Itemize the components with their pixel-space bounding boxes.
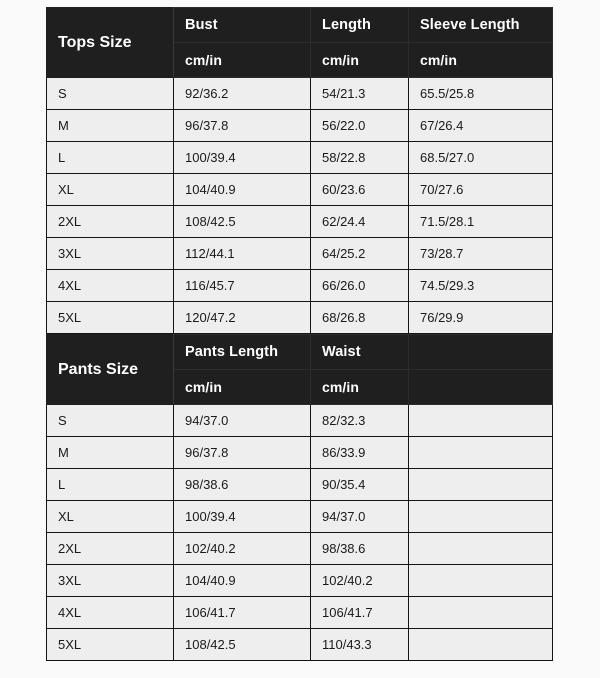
row-cell-pants-length: 104/40.9 xyxy=(174,565,311,597)
table-row xyxy=(47,597,553,629)
table-row xyxy=(47,302,553,334)
row-cell-pants-length: 108/42.5 xyxy=(174,629,311,661)
row-cell-pants-length: 100/39.4 xyxy=(174,501,311,533)
tops-header-row-title xyxy=(47,8,553,43)
row-cell-length: 58/22.8 xyxy=(311,142,409,174)
row-size-label: 2XL xyxy=(47,533,174,565)
row-cell-bust: 108/42.5 xyxy=(174,206,311,238)
row-cell-pants-length: 94/37.0 xyxy=(174,405,311,437)
table-row xyxy=(47,405,553,437)
row-cell-sleeve-length: 74.5/29.3 xyxy=(409,270,553,302)
row-cell-pants-length: 106/41.7 xyxy=(174,597,311,629)
row-cell-empty xyxy=(409,469,553,501)
row-cell-length: 68/26.8 xyxy=(311,302,409,334)
row-size-label: 5XL xyxy=(47,629,174,661)
row-size-label: 3XL xyxy=(47,238,174,270)
row-cell-empty xyxy=(409,629,553,661)
row-cell-waist: 90/35.4 xyxy=(311,469,409,501)
row-cell-waist: 98/38.6 xyxy=(311,533,409,565)
table-row xyxy=(47,533,553,565)
pants-column-header-pants-length: Pants Length xyxy=(174,335,311,370)
row-cell-bust: 96/37.8 xyxy=(174,110,311,142)
row-cell-sleeve-length: 68.5/27.0 xyxy=(409,142,553,174)
row-size-label: M xyxy=(47,437,174,469)
row-size-label: L xyxy=(47,142,174,174)
row-cell-empty xyxy=(409,501,553,533)
row-size-label: 3XL xyxy=(47,565,174,597)
row-size-label: S xyxy=(47,405,174,437)
row-cell-pants-length: 98/38.6 xyxy=(174,469,311,501)
row-cell-length: 62/24.4 xyxy=(311,206,409,238)
row-cell-sleeve-length: 76/29.9 xyxy=(409,302,553,334)
row-cell-sleeve-length: 65.5/25.8 xyxy=(409,78,553,110)
row-size-label: 2XL xyxy=(47,206,174,238)
pants-header-row-title xyxy=(47,335,553,370)
table-row xyxy=(47,629,553,661)
pants-unit-pants-length: cm/in xyxy=(174,370,311,405)
row-cell-length: 60/23.6 xyxy=(311,174,409,206)
row-cell-empty xyxy=(409,533,553,565)
tops-column-header-sleeve-length: Sleeve Length xyxy=(409,8,553,43)
row-cell-waist: 102/40.2 xyxy=(311,565,409,597)
pants-size-table xyxy=(46,334,553,661)
pants-corner-label: Pants Size xyxy=(47,335,174,405)
row-size-label: XL xyxy=(47,501,174,533)
row-cell-empty xyxy=(409,437,553,469)
tops-unit-sleeve-length: cm/in xyxy=(409,43,553,78)
row-cell-bust: 100/39.4 xyxy=(174,142,311,174)
table-row xyxy=(47,437,553,469)
row-cell-waist: 82/32.3 xyxy=(311,405,409,437)
pants-column-header-waist: Waist xyxy=(311,335,409,370)
table-row xyxy=(47,565,553,597)
table-row xyxy=(47,238,553,270)
table-row xyxy=(47,110,553,142)
row-cell-empty xyxy=(409,565,553,597)
row-cell-waist: 106/41.7 xyxy=(311,597,409,629)
row-cell-sleeve-length: 71.5/28.1 xyxy=(409,206,553,238)
row-cell-sleeve-length: 73/28.7 xyxy=(409,238,553,270)
row-cell-pants-length: 96/37.8 xyxy=(174,437,311,469)
size-chart xyxy=(46,7,552,661)
row-cell-waist: 110/43.3 xyxy=(311,629,409,661)
table-row xyxy=(47,469,553,501)
table-row xyxy=(47,174,553,206)
row-cell-length: 66/26.0 xyxy=(311,270,409,302)
row-size-label: XL xyxy=(47,174,174,206)
row-cell-waist: 86/33.9 xyxy=(311,437,409,469)
table-row xyxy=(47,142,553,174)
pants-unit-empty xyxy=(409,370,553,405)
row-cell-empty xyxy=(409,597,553,629)
tops-unit-length: cm/in xyxy=(311,43,409,78)
row-size-label: S xyxy=(47,78,174,110)
row-cell-sleeve-length: 67/26.4 xyxy=(409,110,553,142)
row-cell-waist: 94/37.0 xyxy=(311,501,409,533)
row-cell-empty xyxy=(409,405,553,437)
table-row xyxy=(47,501,553,533)
table-row xyxy=(47,206,553,238)
table-row xyxy=(47,78,553,110)
table-row xyxy=(47,270,553,302)
row-size-label: L xyxy=(47,469,174,501)
tops-column-header-bust: Bust xyxy=(174,8,311,43)
row-cell-bust: 116/45.7 xyxy=(174,270,311,302)
pants-unit-waist: cm/in xyxy=(311,370,409,405)
row-cell-bust: 112/44.1 xyxy=(174,238,311,270)
row-size-label: M xyxy=(47,110,174,142)
row-cell-length: 54/21.3 xyxy=(311,78,409,110)
tops-corner-label: Tops Size xyxy=(47,8,174,78)
row-cell-bust: 92/36.2 xyxy=(174,78,311,110)
row-cell-sleeve-length: 70/27.6 xyxy=(409,174,553,206)
row-size-label: 4XL xyxy=(47,597,174,629)
tops-column-header-length: Length xyxy=(311,8,409,43)
pants-column-header-empty xyxy=(409,335,553,370)
row-cell-length: 64/25.2 xyxy=(311,238,409,270)
row-size-label: 5XL xyxy=(47,302,174,334)
row-cell-pants-length: 102/40.2 xyxy=(174,533,311,565)
tops-unit-bust: cm/in xyxy=(174,43,311,78)
tops-size-table xyxy=(46,7,553,334)
row-size-label: 4XL xyxy=(47,270,174,302)
row-cell-bust: 120/47.2 xyxy=(174,302,311,334)
row-cell-length: 56/22.0 xyxy=(311,110,409,142)
row-cell-bust: 104/40.9 xyxy=(174,174,311,206)
